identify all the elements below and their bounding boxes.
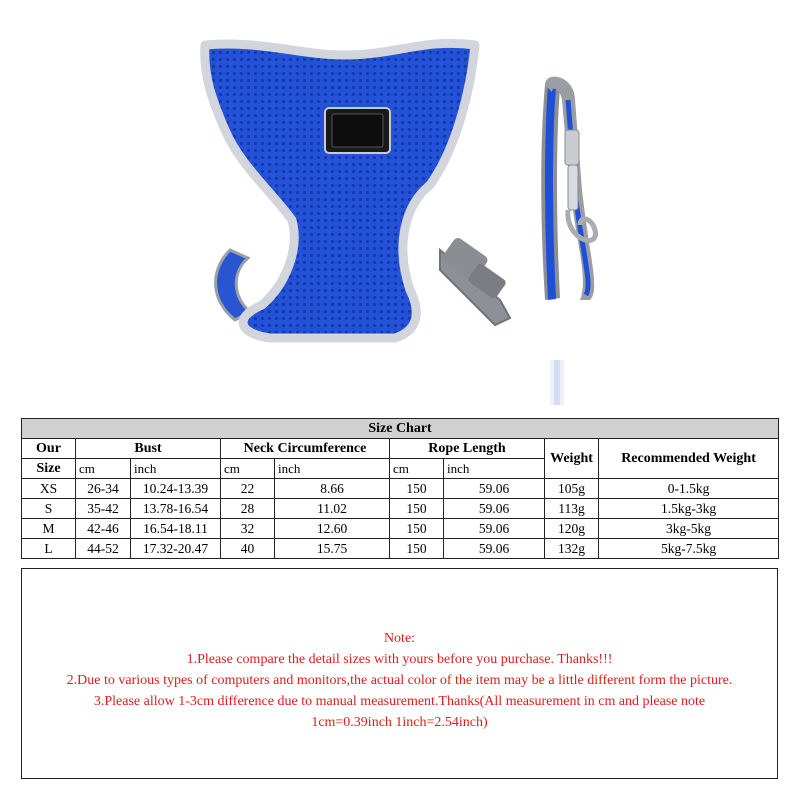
- size-chart-table: [21, 418, 779, 559]
- header-rope: Rope Length: [390, 439, 545, 459]
- notes-line-3: 3.Please allow 1-3cm difference due to manual measurement.Thanks(All measurement in cm and please note: [93, 694, 706, 709]
- cell-bust-inch: 13.78-16.54: [131, 499, 221, 519]
- table-row: [22, 539, 779, 559]
- cell-neck-inch: 12.60: [275, 519, 390, 539]
- cell-weight: 132g: [545, 539, 599, 559]
- cell-rope-cm: 150: [390, 479, 444, 499]
- cell-bust-inch: 16.54-18.11: [131, 519, 221, 539]
- cell-neck-inch: 8.66: [275, 479, 390, 499]
- cell-recommended: 3kg-5kg: [599, 519, 779, 539]
- unit-rope-inch: inch: [444, 459, 545, 479]
- cell-neck-cm: 22: [221, 479, 275, 499]
- notes-heading: Note:: [383, 631, 416, 646]
- cell-bust-cm: 35-42: [76, 499, 131, 519]
- header-neck: Neck Circumference: [221, 439, 390, 459]
- unit-rope-cm: cm: [390, 459, 444, 479]
- header-our-size-2: Size: [22, 459, 76, 479]
- notes-line-1: 1.Please compare the detail sizes with yours before you purchase. Thanks!!!: [186, 652, 613, 667]
- cell-rope-cm: 150: [390, 519, 444, 539]
- size-chart-title: Size Chart: [22, 419, 779, 439]
- cell-bust-inch: 17.32-20.47: [131, 539, 221, 559]
- cell-neck-inch: 15.75: [275, 539, 390, 559]
- notes-line-4: 1cm=0.39inch 1inch=2.54inch): [311, 715, 488, 730]
- cell-recommended: 0-1.5kg: [599, 479, 779, 499]
- cell-rope-inch: 59.06: [444, 499, 545, 519]
- header-bust: Bust: [76, 439, 221, 459]
- header-weight: Weight: [545, 439, 599, 479]
- cell-size: L: [22, 539, 76, 559]
- cell-recommended: 1.5kg-3kg: [599, 499, 779, 519]
- cell-recommended: 5kg-7.5kg: [599, 539, 779, 559]
- table-row: [22, 519, 779, 539]
- notes-line-2: 2.Due to various types of computers and monitors,the actual color of the item may be a little different form the picture.: [66, 673, 733, 688]
- table-row: [22, 479, 779, 499]
- unit-neck-inch: inch: [275, 459, 390, 479]
- cell-rope-inch: 59.06: [444, 479, 545, 499]
- notes-text: [22, 628, 777, 733]
- cell-weight: 120g: [545, 519, 599, 539]
- cell-size: S: [22, 499, 76, 519]
- cell-bust-cm: 42-46: [76, 519, 131, 539]
- cell-bust-cm: 44-52: [76, 539, 131, 559]
- harness: [205, 43, 510, 338]
- cell-bust-inch: 10.24-13.39: [131, 479, 221, 499]
- cell-neck-inch: 11.02: [275, 499, 390, 519]
- cell-neck-cm: 28: [221, 499, 275, 519]
- leash: [541, 77, 595, 405]
- cell-rope-inch: 59.06: [444, 519, 545, 539]
- unit-neck-cm: cm: [221, 459, 275, 479]
- cell-rope-cm: 150: [390, 539, 444, 559]
- header-recommended: Recommended Weight: [599, 439, 779, 479]
- cell-bust-cm: 26-34: [76, 479, 131, 499]
- header-our-size-1: Our: [22, 439, 76, 459]
- cell-neck-cm: 40: [221, 539, 275, 559]
- cell-rope-inch: 59.06: [444, 539, 545, 559]
- harness-strap-left: [216, 250, 250, 320]
- cell-size: M: [22, 519, 76, 539]
- notes-box: [21, 568, 778, 779]
- unit-bust-cm: cm: [76, 459, 131, 479]
- cell-neck-cm: 32: [221, 519, 275, 539]
- cell-weight: 113g: [545, 499, 599, 519]
- unit-bust-inch: inch: [131, 459, 221, 479]
- table-row: [22, 499, 779, 519]
- cell-rope-cm: 150: [390, 499, 444, 519]
- cell-size: XS: [22, 479, 76, 499]
- harness-body: [205, 43, 475, 338]
- cell-weight: 105g: [545, 479, 599, 499]
